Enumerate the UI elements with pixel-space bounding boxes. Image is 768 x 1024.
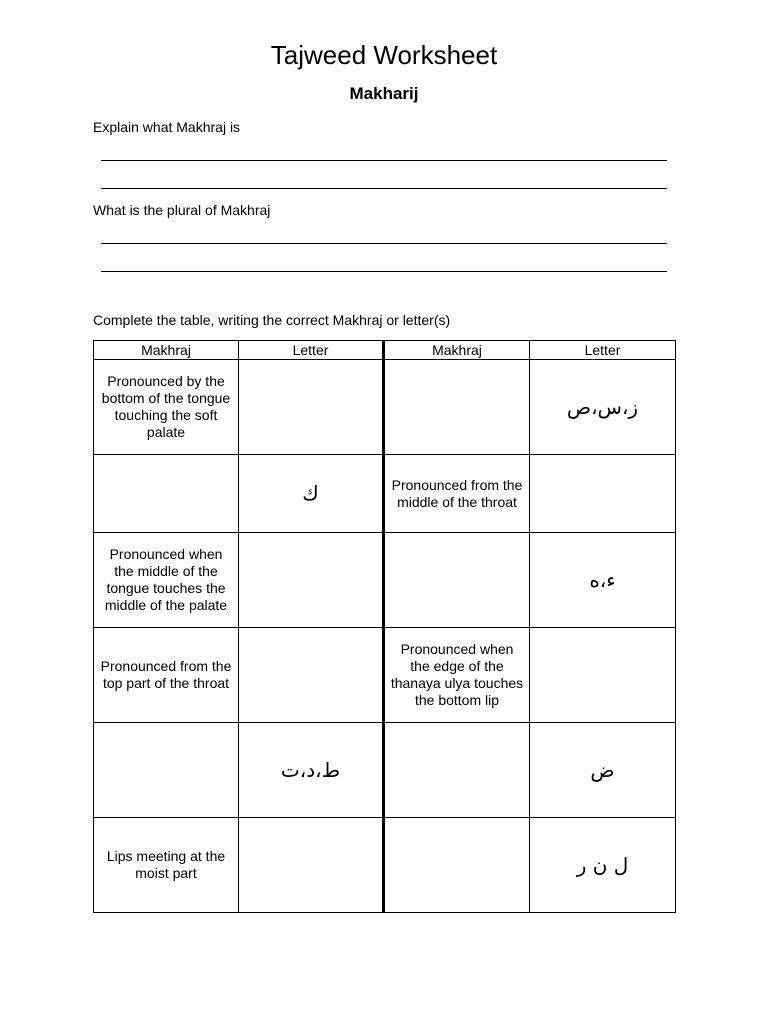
header-makhraj-2: Makhraj: [384, 341, 530, 360]
answer-line-2b[interactable]: [101, 271, 667, 272]
worksheet-subtitle: Makharij: [349, 84, 419, 103]
cell-makhraj: Pronounced by the bottom of the tongue touching the soft palate: [94, 360, 239, 455]
header-makhraj-1: Makhraj: [94, 341, 239, 360]
cell-letter: ز،س،ص: [530, 360, 676, 455]
cell-letter: ل ن ر: [530, 818, 676, 913]
header-letter-2: Letter: [530, 341, 676, 360]
makharij-table: [93, 340, 676, 913]
table-row: [94, 455, 676, 533]
table-row: [94, 723, 676, 818]
cell-makhraj-blank[interactable]: [94, 455, 239, 533]
cell-makhraj: Lips meeting at the moist part: [94, 818, 239, 913]
cell-letter-blank[interactable]: [239, 818, 384, 913]
table-row: [94, 818, 676, 913]
cell-makhraj-blank[interactable]: [384, 533, 530, 628]
question-1: Explain what Makhraj is: [93, 119, 241, 135]
cell-makhraj: Pronounced from the middle of the throat: [384, 455, 530, 533]
table-header-row: [94, 341, 676, 360]
cell-makhraj: Pronounced from the top part of the throat: [94, 628, 239, 723]
answer-line-1b[interactable]: [101, 188, 667, 189]
cell-makhraj: Pronounced when the edge of the thanaya ulya touches the bottom lip: [384, 628, 530, 723]
cell-letter-blank[interactable]: [239, 628, 384, 723]
cell-letter-blank[interactable]: [530, 455, 676, 533]
cell-letter-blank[interactable]: [530, 628, 676, 723]
answer-line-2a[interactable]: [101, 243, 667, 244]
answer-line-1a[interactable]: [101, 160, 667, 161]
cell-letter-blank[interactable]: [239, 360, 384, 455]
table-row: [94, 533, 676, 628]
table-instructions: Complete the table, writing the correct Makhraj or letter(s): [93, 312, 451, 328]
cell-makhraj: Pronounced when the middle of the tongue touches the middle of the palate: [94, 533, 239, 628]
header-letter-1: Letter: [239, 341, 384, 360]
cell-letter: ء،ه: [530, 533, 676, 628]
table-row: [94, 628, 676, 723]
cell-makhraj-blank[interactable]: [94, 723, 239, 818]
cell-letter: ط،د،ت: [239, 723, 384, 818]
cell-letter-blank[interactable]: [239, 533, 384, 628]
cell-makhraj-blank[interactable]: [384, 360, 530, 455]
worksheet-title: Tajweed Worksheet: [270, 40, 498, 70]
cell-makhraj-blank[interactable]: [384, 818, 530, 913]
cell-letter: ض: [530, 723, 676, 818]
cell-letter: ك: [239, 455, 384, 533]
question-2: What is the plural of Makhraj: [93, 202, 271, 218]
table-row: [94, 360, 676, 455]
cell-makhraj-blank[interactable]: [384, 723, 530, 818]
